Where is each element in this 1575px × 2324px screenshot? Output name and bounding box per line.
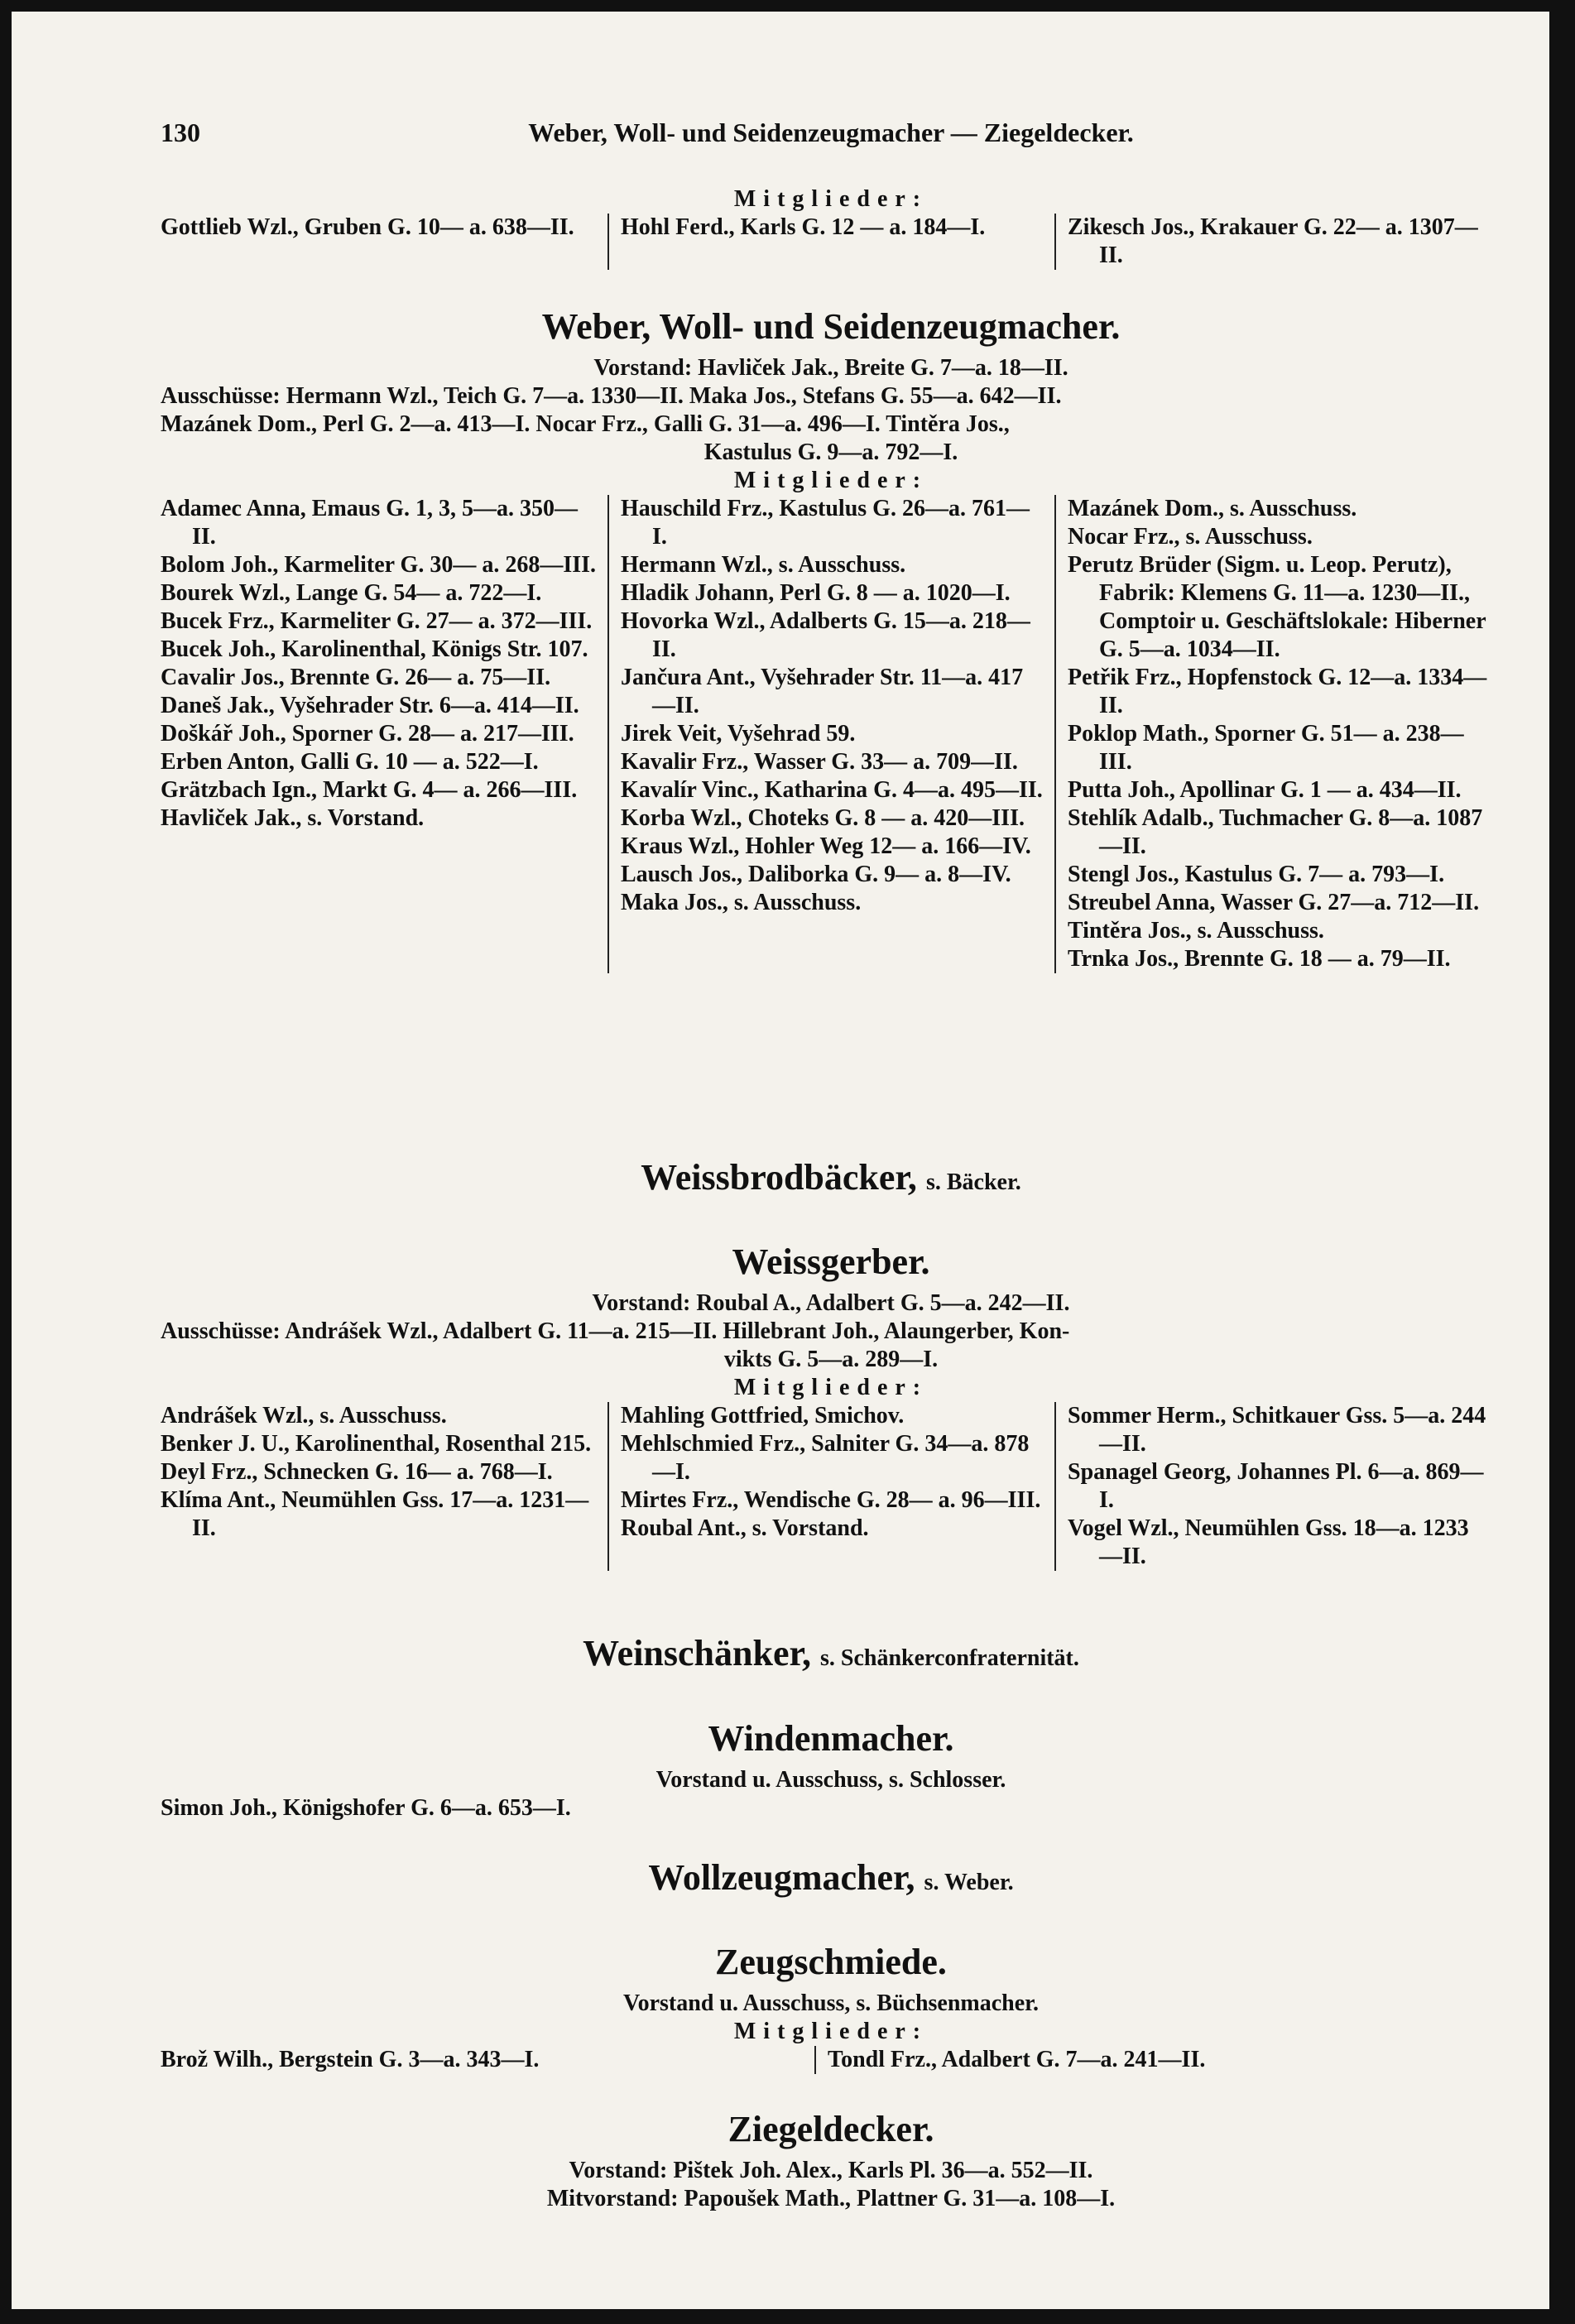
member-entry: Benker J. U., Karolinenthal, Rosenthal 215. [161, 1431, 592, 1457]
members-columns [161, 214, 1501, 270]
mitvorstand-line: Mitvorstand: Papoušek Math., Plattner G. 31—a. 108—I. [546, 2186, 1116, 2211]
member-entry: Perutz Brüder (Sigm. u. Leop. Perutz), Fabrik: Klemens G. 11—a. 1230—II., Comptoir u. Geschäftslokale: Hiberner G. 5—a. 1034—II. [1068, 552, 1486, 662]
member-entry: Stehlík Adalb., Tuchmacher G. 8—a. 1087—II. [1068, 805, 1483, 859]
member-entry: Hladik Johann, Perl G. 8 — a. 1020—I. [621, 580, 1011, 606]
member-entry: Mazánek Dom., s. Ausschuss. [1068, 496, 1357, 521]
member-entry: Mirtes Frz., Wendische G. 28— a. 96—III. [621, 1487, 1041, 1513]
section-wollzeugmacher [161, 1854, 1501, 1910]
member-entry: Spanagel Georg, Johannes Pl. 6—a. 869—I. [1068, 1459, 1484, 1513]
running-title: Weber, Woll- und Seidenzeugmacher — Ziegeldecker. [528, 118, 1134, 147]
vorstand-line: Vorstand: Havliček Jak., Breite G. 7—a. 18—II. [593, 355, 1068, 381]
member-entry: Lausch Jos., Daliborka G. 9— a. 8—IV. [621, 862, 1011, 887]
member-entry: Streubel Anna, Wasser G. 27—a. 712—II. [1068, 890, 1480, 915]
scan-border [1549, 12, 1563, 2309]
member-entry: Kavalír Vinc., Katharina G. 4—a. 495—II. [621, 777, 1043, 803]
members-heading: Mitglieder: [733, 186, 929, 212]
member-entry: Simon Joh., Königshofer G. 6—a. 653—I. [161, 1795, 571, 1821]
member-entry: Vogel Wzl., Neumühlen Gss. 18—a. 1233—II. [1068, 1515, 1469, 1569]
members-column [607, 214, 1054, 270]
member-entry: Kavalir Frz., Wasser G. 33— a. 709—II. [621, 749, 1018, 775]
member-entry: Zikesch Jos., Krakauer G. 22— a. 1307—II. [1068, 214, 1478, 268]
vorstand-line: Vorstand: Roubal A., Adalbert G. 5—a. 242—II. [592, 1290, 1070, 1316]
ausschuesse-line: Kastulus G. 9—a. 792—I. [703, 439, 958, 465]
section-weinschaenker [161, 1630, 1501, 1686]
member-entry: Gottlieb Wzl., Gruben G. 10— a. 638—II. [161, 214, 574, 240]
members-heading: Mitglieder: [733, 468, 929, 493]
member-entry: Maka Jos., s. Ausschuss. [621, 890, 862, 915]
member-entry: Daneš Jak., Vyšehrader Str. 6—a. 414—II. [161, 693, 579, 718]
section-weissgerber [161, 1238, 1501, 1571]
vorstand-line: Vorstand: Pištek Joh. Alex., Karls Pl. 36—a. 552—II. [569, 2158, 1093, 2183]
members-column [1054, 214, 1501, 270]
running-header [161, 118, 1501, 159]
members-columns [161, 495, 1501, 973]
member-entry: Sommer Herm., Schitkauer Gss. 5—a. 244—II. [1068, 1403, 1486, 1457]
section-title: Weissgerber. [732, 1241, 930, 1282]
section-ziegeldecker [161, 2106, 1501, 2213]
member-entry: Kraus Wzl., Hohler Weg 12— a. 166—IV. [621, 833, 1031, 859]
ausschuesse-line: Ausschüsse: Andrášek Wzl., Adalbert G. 11—a. 215—II. Hillebrant Joh., Alaungerber, Kon- [161, 1318, 1070, 1344]
member-entry: Korba Wzl., Choteks G. 8 — a. 420—III. [621, 805, 1025, 831]
section-weber [161, 303, 1501, 973]
member-entry: Roubal Ant., s. Vorstand. [621, 1515, 869, 1541]
member-entry: Deyl Frz., Schnecken G. 16— a. 768—I. [161, 1459, 553, 1485]
member-entry: Petřik Frz., Hopfenstock G. 12—a. 1334—II. [1068, 665, 1487, 718]
member-entry: Bucek Joh., Karolinenthal, Königs Str. 107. [161, 636, 588, 662]
member-entry: Andrášek Wzl., s. Ausschuss. [161, 1403, 447, 1428]
section-title [161, 1630, 1501, 1683]
section-title: Weber, Woll- und Seidenzeugmacher. [541, 306, 1121, 347]
section-title [161, 1854, 1501, 1907]
members-column [161, 214, 607, 270]
member-entry: Havliček Jak., s. Vorstand. [161, 805, 425, 831]
section-zeugschmiede [161, 1938, 1501, 2074]
members-column [607, 1402, 1054, 1571]
section-title: Windenmacher. [708, 1718, 954, 1759]
members-column [161, 495, 607, 973]
member-entry: Hermann Wzl., s. Ausschuss. [621, 552, 906, 578]
section-title-text: Weissbrodbäcker, [641, 1157, 917, 1198]
member-entry: Bolom Joh., Karmeliter G. 30— a. 268—III. [161, 552, 597, 578]
page-number: 130 [161, 118, 200, 147]
members-columns [161, 1402, 1501, 1571]
see-reference: s. Schänkerconfraternität. [819, 1645, 1079, 1671]
members-heading: Mitglieder: [733, 1375, 929, 1400]
member-entry: Cavalir Jos., Brennte G. 26— a. 75—II. [161, 665, 551, 690]
top-members-block [161, 185, 1501, 270]
members-column [607, 495, 1054, 973]
member-entry: Bourek Wzl., Lange G. 54— a. 722—I. [161, 580, 542, 606]
members-column [161, 1402, 607, 1571]
ausschuesse-line: vikts G. 5—a. 289—I. [723, 1347, 939, 1372]
member-entry: Doškář Joh., Sporner G. 28— a. 217—III. [161, 721, 574, 747]
section-title: Ziegeldecker. [727, 2109, 934, 2149]
member-entry: Klíma Ant., Neumühlen Gss. 17—a. 1231—II. [161, 1487, 589, 1541]
member-entry: Trnka Jos., Brennte G. 18 — a. 79—II. [1068, 946, 1451, 972]
vorstand-line: Vorstand u. Ausschuss, s. Büchsenmacher. [622, 1990, 1040, 2016]
member-entry: Tondl Frz., Adalbert G. 7—a. 241—II. [814, 2046, 1205, 2074]
section-title-text: Wollzeugmacher, [648, 1857, 915, 1898]
member-entry: Stengl Jos., Kastulus G. 7— a. 793—I. [1068, 862, 1445, 887]
member-entry: Poklop Math., Sporner G. 51— a. 238—III. [1068, 721, 1464, 775]
member-entry: Mahling Gottfried, Smichov. [621, 1403, 905, 1428]
section-title [161, 1154, 1501, 1207]
member-entry: Mehlschmied Frz., Salniter G. 34—a. 878—I. [621, 1431, 1030, 1485]
ausschuesse-line: Ausschüsse: Hermann Wzl., Teich G. 7—a. 1330—II. Maka Jos., Stefans G. 55—a. 642—II. [161, 383, 1062, 409]
members-row [161, 2046, 1501, 2074]
section-title: Zeugschmiede. [715, 1942, 947, 1982]
vorstand-line: Vorstand u. Ausschuss, s. Schlosser. [655, 1767, 1006, 1793]
member-entry: Jančura Ant., Vyšehrader Str. 11—a. 417—II. [621, 665, 1024, 718]
member-entry: Hauschild Frz., Kastulus G. 26—a. 761—I. [621, 496, 1030, 550]
members-column [1054, 495, 1501, 973]
member-entry: Bucek Frz., Karmeliter G. 27— a. 372—III. [161, 608, 593, 634]
member-entry: Adamec Anna, Emaus G. 1, 3, 5—a. 350—II. [161, 496, 579, 550]
members-heading: Mitglieder: [733, 2019, 929, 2044]
member-entry: Jirek Veit, Vyšehrad 59. [621, 721, 856, 747]
see-reference: s. Weber. [924, 1870, 1014, 1895]
member-entry: Brož Wilh., Bergstein G. 3—a. 343—I. [161, 2047, 540, 2072]
ausschuesse-line: Mazánek Dom., Perl G. 2—a. 413—I. Nocar Frz., Galli G. 31—a. 496—I. Tintěra Jos., [161, 411, 1010, 437]
member-entry: Erben Anton, Galli G. 10 — a. 522—I. [161, 749, 539, 775]
member-entry: Hohl Ferd., Karls G. 12 — a. 184—I. [621, 214, 986, 240]
member-entry: Grätzbach Ign., Markt G. 4— a. 266—III. [161, 777, 578, 803]
section-weissbrodbaecker [161, 1154, 1501, 1210]
member-entry: Hovorka Wzl., Adalberts G. 15—a. 218—II. [621, 608, 1030, 662]
see-reference: s. Bäcker. [925, 1169, 1021, 1195]
member-entry: Tintěra Jos., s. Ausschuss. [1068, 918, 1324, 944]
member-entry: Putta Joh., Apollinar G. 1 — a. 434—II. [1068, 777, 1462, 803]
members-column [1054, 1402, 1501, 1571]
section-windenmacher [161, 1715, 1501, 1822]
member-entry: Nocar Frz., s. Ausschuss. [1068, 524, 1313, 550]
scanned-page [12, 12, 1549, 2309]
section-title-text: Weinschänker, [583, 1633, 811, 1673]
